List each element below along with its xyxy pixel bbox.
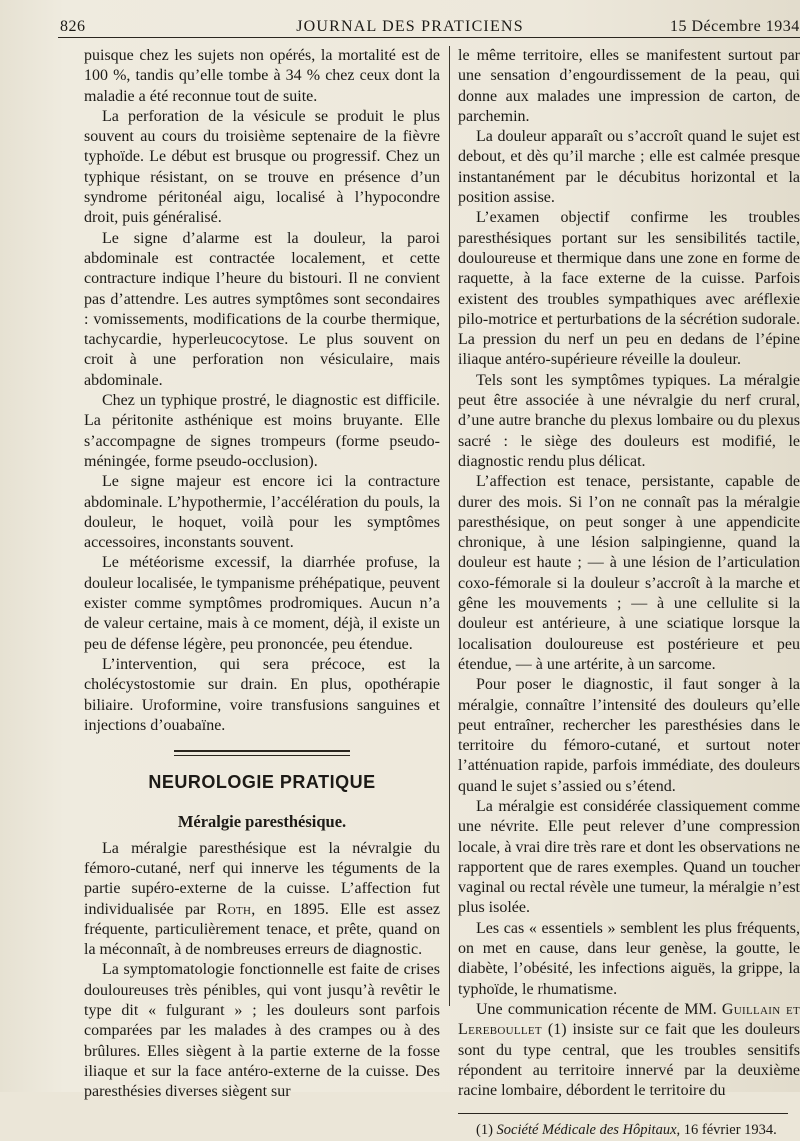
paragraph: Le météorisme excessif, la diarrhée profuse, la douleur localisée, le tympanisme préhépatique, peuvent exister comme symptômes prodromiques. Aucun n’a de valeur certaine, mais à ce moment, déjà, il existe un peu de défense légère, peu prononcée, peu étendue. [84,554,440,653]
paragraph: Les cas « essentiels » semblent les plus fréquents, on met en cause, dans leur genèse, la goutte, le diabète, l’obésité, les infections aiguës, la grippe, la typhoïde, le rhumatisme. [458,919,800,998]
page-number: 826 [60,18,86,35]
article-title: Méralgie paresthésique. [177,812,347,832]
paragraph: Chez un typhique prostré, le diagnostic est difficile. La péritonite asthénique est moins bruyante. Elle s’accompagne de signes trompeurs (forme pseudo-méningée, forme pseudo-occlusion). [84,392,440,470]
issue-date: 15 Décembre 1934 [670,18,800,35]
paragraph: L’affection est tenace, persistante, capable de durer des mois. Si l’on ne connaît pas la méralgie paresthésique, on peut songer à une appendicite chronique, à une lésion salpingienne, quand la douleur est haute ; — à une lésion de l’articulation coxo-fémorale si la douleur s’accroît à la marche et gêne les mouvements ; — à une cellulite si la douleur est antérieure, à une sciatique lorsque la localisation douloureuse est postérieure et peu étendue, — à une artérite, à un sarcome. [458,473,800,673]
paragraph: L’examen objectif confirme les troubles paresthésiques portant sur les sensibilités tactile, douloureuse et thermique dans une zone en forme de raquette, à la face externe de la cuisse. Parfois existent des troubles sympathiques avec aréflexie pilo-motrice et perturbations de la sécrétion sudorale. La pression du nerf un peu en dedans de l’épine iliaque antéro-supérieure réveille la douleur. [458,209,800,369]
paragraph: Tels sont les symptômes typiques. La méralgie peut être associée à une névralgie du nerf crural, d’une autre branche du plexus lombaire ou du plexus sacré : le siège des douleurs est modifié, le diagnostic rendu plus délicat. [458,371,800,470]
paragraph: puisque chez les sujets non opérés, la mortalité est de 100 %, tandis qu’elle tombe à 34 % chez ceux dont la maladie a été reconnue tout de suite. [84,47,440,105]
right-column [458,46,800,1139]
paragraph: Le signe d’alarme est la douleur, la paroi abdominale est contractée localement, et cette contracture indique l’heure du bistouri. Il ne convient pas d’attendre. Les autres symptômes sont secondaires : vomissements, modifications de la courbe thermique, tachycardie, hyperleucocytose. Le plus souvent on croit à une perforation non vésiculaire, mais abdominale. [84,229,440,389]
footnote-rule [458,1113,788,1114]
author-names: Guillain et Lereboullet [458,1000,800,1039]
paragraph: Une communication récente de MM. Guillain et Lereboullet (1) insiste sur ce fait que les douleurs sont du type central, que les troubles sensitifs répondent au territoire innervé par la deuxième racine lombaire, débordent le territoire du [458,1000,800,1100]
journal-title: JOURNAL DES PRATICIENS [296,18,524,35]
paragraph: L’intervention, qui sera précoce, est la cholécystostomie sur drain. En plus, opothérapie biliaire. Uroformine, voire transfusions sanguines et injections d’ouabaïne. [84,655,440,734]
footnote: (1) Société Médicale des Hôpitaux, 16 février 1934. [476,1122,777,1139]
paragraph: La perforation de la vésicule se produit le plus souvent au cours du troisième septenaire de la fièvre typhoïde. Le début est brusque ou progressif. Chez un typhique résistant, on se trouve en présence d’un syndrome péritonéal aigu, localisé à l’hypocondre droit, puis généralisé. [84,107,440,227]
paragraph: le même territoire, elles se manifestent surtout par une sensation d’engourdissement de la peau, qui donne aux malades une impression de carton, de parchemin. [458,47,800,125]
paragraph: Le signe majeur est encore ici la contracture abdominale. L’hypothermie, l’accélération du pouls, la douleur, le hoquet, voilà pour les symptômes accessoires, inconstants souvent. [84,473,440,552]
paragraph: La méralgie paresthésique est la névralgie du fémoro-cutané, nerf qui innerve les téguments de la partie supéro-externe de la cuisse. L’affection fut individualisée par Roth, en 1895. Elle est assez fréquente, particulièrement tenace, et prête, quand on la méconnaît, à de nombreuses erreurs de diagnostic. [84,839,441,959]
column-rule [449,46,450,1006]
section-title: NEUROLOGIE PRATIQUE [148,772,376,793]
footnote-source: Société Médicale des Hôpitaux [496,1122,677,1139]
author-name: Roth [216,900,252,918]
paragraph: La symptomatologie fonctionnelle est faite de crises douloureuses très pénibles, qui vont jusqu’à revêtir le type dit « fulgurant » ; les douleurs sont parfois comparées par les malades à des crampes ou à des brûlures. Elles siègent à la partie externe de la fosse iliaque et sur la face antéro-externe de la cuisse. Des paresthésies diverses siègent sur [84,961,440,1101]
header-rule [58,37,800,38]
paragraph: La douleur apparaît ou s’accroît quand le sujet est debout, et dès qu’il marche ; elle est calmée presque instantanément par le décubitus horizontal et la position assise. [458,128,800,207]
paragraph: Pour poser le diagnostic, il faut songer à la méralgie, connaître l’intensité des douleurs qu’elle peut entraîner, rechercher les paresthésies dans le territoire du fémoro-cutané, et surtout noter l’atténuation rapide, parfois immédiate, des douleurs quand le sujet s’assied ou s’étend. [458,676,800,795]
paragraph: La méralgie est considérée classiquement comme une névrite. Elle peut relever d’une compression locale, à vrai dire très rare et dont les observations ne rapportent que de rares exemples. Quand un toucher vaginal ou rectal révèle une tumeur, la méralgie n’est plus isolée. [458,797,800,917]
section-divider [174,750,350,756]
left-column [84,46,440,1103]
